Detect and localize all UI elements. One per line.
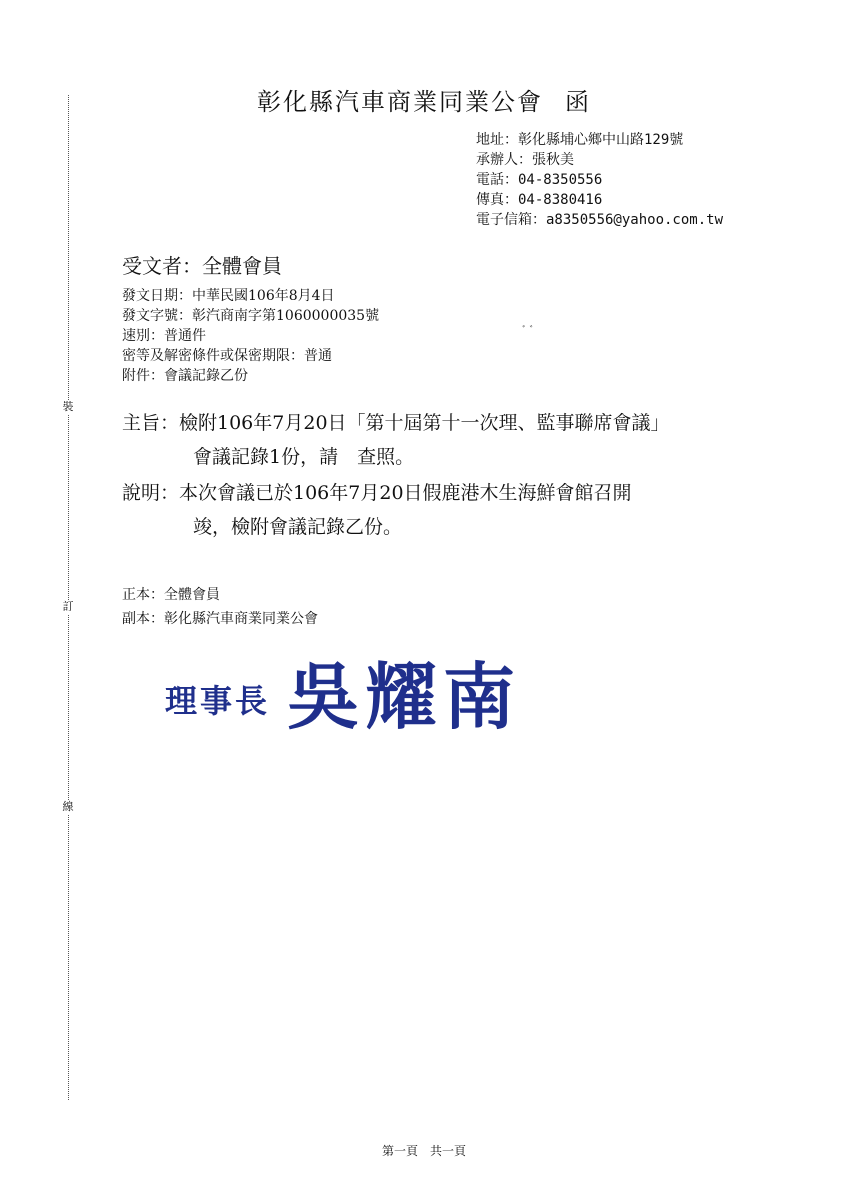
stray-mark: ﾞ ﾞ (522, 326, 535, 337)
chairman-signature-stamp (165, 650, 565, 740)
copies-copy: 副本：彰化縣汽車商業同業公會 (122, 611, 318, 627)
contact-handler: 承辦人：張秋美 (476, 152, 574, 168)
copies-block (122, 583, 318, 631)
subject-line-2: 會議記錄1份，請 查照。 (193, 446, 415, 468)
signature-stamp-graphic (165, 650, 565, 740)
meta-block (122, 286, 379, 386)
explanation-line-1: 說明：本次會議已於106年7月20日假鹿港木生海鮮會館召開 (122, 482, 632, 504)
contact-phone: 電話：04-8350556 (476, 172, 603, 188)
meta-security: 密等及解密條件或保密期限：普通 (122, 348, 332, 364)
copies-original: 正本：全體會員 (122, 587, 220, 603)
binding-mark-zhuang: 裝 (58, 400, 78, 414)
signature-name-text: 吳耀南 (287, 654, 522, 739)
explanation-section (122, 476, 632, 544)
org-name: 彰化縣汽車商業同業公會 (257, 88, 543, 116)
document-title (0, 82, 848, 117)
page-footer: 第一頁 共一頁 (381, 1144, 466, 1158)
explanation-line-2: 竣，檢附會議記錄乙份。 (193, 516, 403, 538)
contact-email: 電子信箱：a8350556@yahoo.com.tw (476, 212, 724, 228)
recipient: 受文者：全體會員 (122, 254, 282, 278)
subject-line-1: 主旨：檢附106年7月20日「第十屆第十一次理、監事聯席會議」 (122, 412, 670, 434)
contact-fax: 傳真：04-8380416 (476, 192, 603, 208)
binding-mark-ding: 訂 (58, 600, 78, 614)
contact-block (476, 130, 723, 230)
doc-type: 函 (565, 88, 591, 116)
subject-section (122, 406, 670, 474)
signature-title-text: 理事長 (165, 682, 271, 720)
meta-speed: 速別：普通件 (122, 328, 206, 344)
meta-attachment: 附件：會議記錄乙份 (122, 368, 248, 384)
contact-address: 地址：彰化縣埔心鄉中山路129號 (476, 132, 684, 148)
binding-mark-xian: 線 (58, 800, 78, 814)
meta-date: 發文日期：中華民國106年8月4日 (122, 288, 335, 304)
binding-line (68, 95, 69, 1100)
meta-number: 發文字號：彰汽商南字第1060000035號 (122, 308, 380, 324)
